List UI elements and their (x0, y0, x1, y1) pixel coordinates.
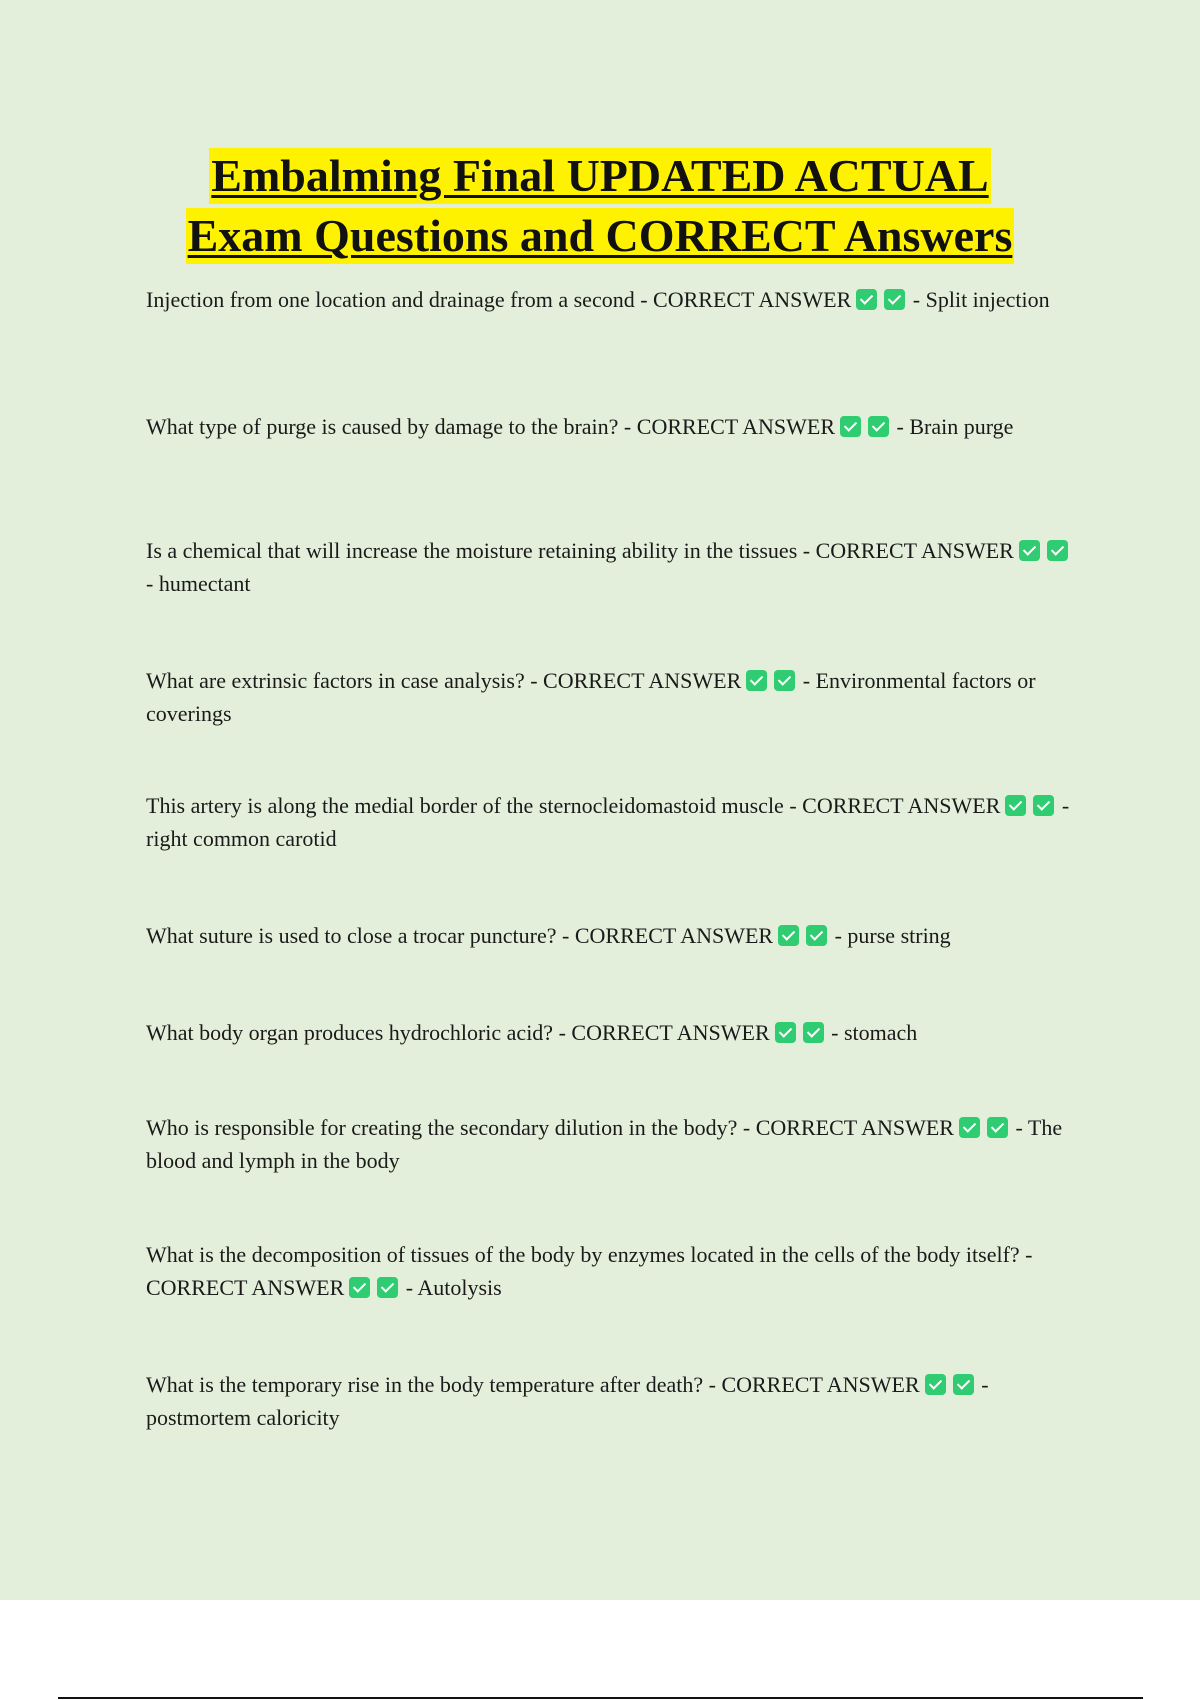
qa-item (146, 1111, 1076, 1177)
check-mark-icon (1047, 540, 1068, 561)
answer-marker: CORRECT ANSWER (815, 538, 1014, 563)
check-mark-icon (925, 1374, 946, 1395)
question-text: What is the decomposition of tissues of the body by enzymes located in the cells of the body itself? - (146, 1242, 1033, 1267)
check-mark-icon (868, 416, 889, 437)
question-text: What are extrinsic factors in case analysis? - (146, 668, 544, 693)
check-mark-icon (349, 1277, 370, 1298)
document-title (0, 146, 1200, 266)
answer-marker: CORRECT ANSWER (721, 1372, 920, 1397)
check-mark-icon (856, 289, 877, 310)
answer-text: - purse string (834, 923, 951, 948)
answer-text: - Split injection (912, 287, 1050, 312)
qa-item (146, 664, 1076, 730)
question-text: What is the temporary rise in the body temperature after death? - (146, 1372, 722, 1397)
answer-text: - postmortem caloricity (146, 1372, 989, 1430)
check-mark-icon (987, 1117, 1008, 1138)
answer-text: - humectant (146, 571, 251, 596)
question-text: What suture is used to close a trocar puncture? - (146, 923, 575, 948)
answer-marker: CORRECT ANSWER (802, 793, 1001, 818)
question-text: What body organ produces hydrochloric acid? - (146, 1020, 572, 1045)
footer-divider (58, 1697, 1143, 1699)
question-text: This artery is along the medial border of the sternocleidomastoid muscle - (146, 793, 803, 818)
check-mark-icon (778, 925, 799, 946)
question-text: Is a chemical that will increase the moisture retaining ability in the tissues - (146, 538, 816, 563)
answer-marker: CORRECT ANSWER (571, 1020, 770, 1045)
qa-item (146, 534, 1076, 600)
check-mark-icon (806, 925, 827, 946)
answer-marker: CORRECT ANSWER (653, 287, 852, 312)
answer-text: - The blood and lymph in the body (146, 1115, 1063, 1173)
check-mark-icon (774, 670, 795, 691)
check-mark-icon (840, 416, 861, 437)
answer-marker: CORRECT ANSWER (636, 414, 836, 439)
qa-item (146, 919, 1076, 952)
answer-text: - right common carotid (146, 793, 1070, 851)
answer-text: - Autolysis (405, 1275, 502, 1300)
check-mark-icon (884, 289, 905, 310)
title-line-1: Embalming Final UPDATED ACTUAL (209, 148, 990, 204)
answer-text: - stomach (831, 1020, 918, 1045)
answer-marker: CORRECT ANSWER (146, 1275, 345, 1300)
check-mark-icon (959, 1117, 980, 1138)
qa-item (146, 1238, 1076, 1304)
check-mark-icon (775, 1022, 796, 1043)
check-mark-icon (953, 1374, 974, 1395)
qa-item (146, 1016, 1076, 1049)
title-line-2: Exam Questions and CORRECT Answers (186, 208, 1015, 264)
answer-text: - Brain purge (896, 414, 1014, 439)
question-text: What type of purge is caused by damage to the brain? - (146, 414, 637, 439)
answer-text: - Environmental factors or coverings (146, 668, 1036, 726)
answer-marker: CORRECT ANSWER (543, 668, 742, 693)
answer-marker: CORRECT ANSWER (574, 923, 774, 948)
check-mark-icon (803, 1022, 824, 1043)
question-text: Injection from one location and drainage from a second - (146, 287, 654, 312)
qa-item (146, 410, 1076, 443)
qa-item (146, 1368, 1076, 1434)
question-text: Who is responsible for creating the secondary dilution in the body? - (146, 1115, 756, 1140)
check-mark-icon (1005, 795, 1026, 816)
check-mark-icon (1019, 540, 1040, 561)
qa-item (146, 789, 1076, 855)
check-mark-icon (746, 670, 767, 691)
check-mark-icon (377, 1277, 398, 1298)
qa-item (146, 283, 1076, 316)
check-mark-icon (1033, 795, 1054, 816)
answer-marker: CORRECT ANSWER (755, 1115, 954, 1140)
